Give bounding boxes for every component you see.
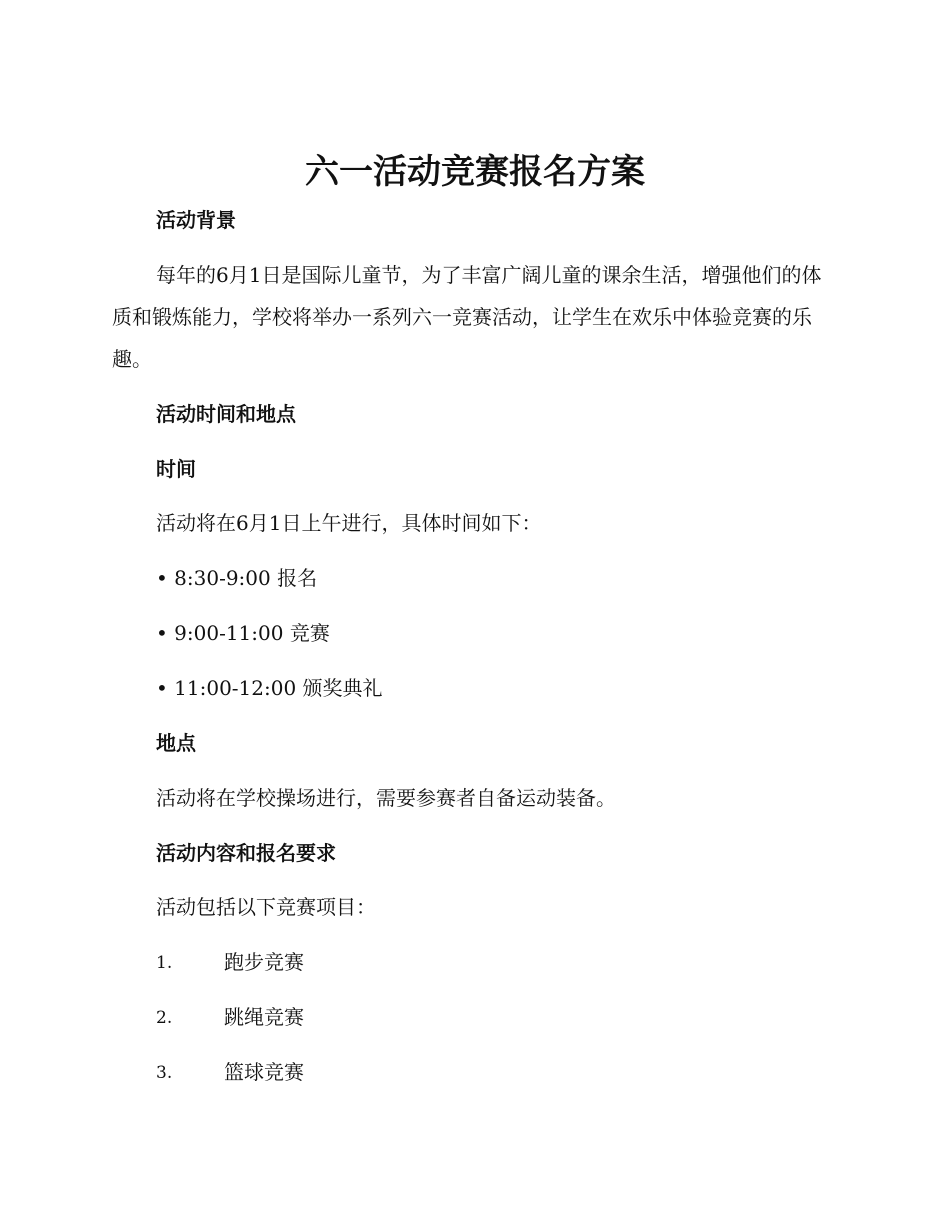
schedule-item: • 11:00-12:00 颁奖典礼 (156, 676, 383, 700)
section-heading-time-place: 活动时间和地点 (156, 402, 296, 426)
list-item-number: 3. (156, 1063, 173, 1083)
subheading-place: 地点 (156, 731, 196, 755)
list-item-number: 1. (156, 953, 173, 973)
document-title: 六一活动竞赛报名方案 (305, 152, 645, 192)
schedule-item: • 9:00-11:00 竞赛 (156, 621, 330, 645)
list-item-number: 2. (156, 1008, 173, 1028)
subheading-time: 时间 (156, 457, 196, 481)
content-intro: 活动包括以下竞赛项目： (156, 895, 376, 919)
place-text: 活动将在学校操场进行，需要参赛者自备运动装备。 (156, 786, 616, 810)
section-heading-content: 活动内容和报名要求 (156, 841, 336, 865)
list-item-label: 篮球竞赛 (224, 1060, 304, 1084)
section-heading-background: 活动背景 (156, 208, 236, 232)
schedule-item: • 8:30-9:00 报名 (156, 566, 318, 590)
list-item-label: 跳绳竞赛 (224, 1005, 304, 1029)
list-item-label: 跑步竞赛 (224, 950, 304, 974)
time-intro: 活动将在6月1日上午进行，具体时间如下： (156, 511, 542, 535)
background-paragraph: 每年的6月1日是国际儿童节，为了丰富广阔儿童的课余生活，增强他们的体质和锻炼能力，学校将举办一系列六一竞赛活动，让学生在欢乐中体验竞赛的乐趣。 (112, 263, 822, 371)
